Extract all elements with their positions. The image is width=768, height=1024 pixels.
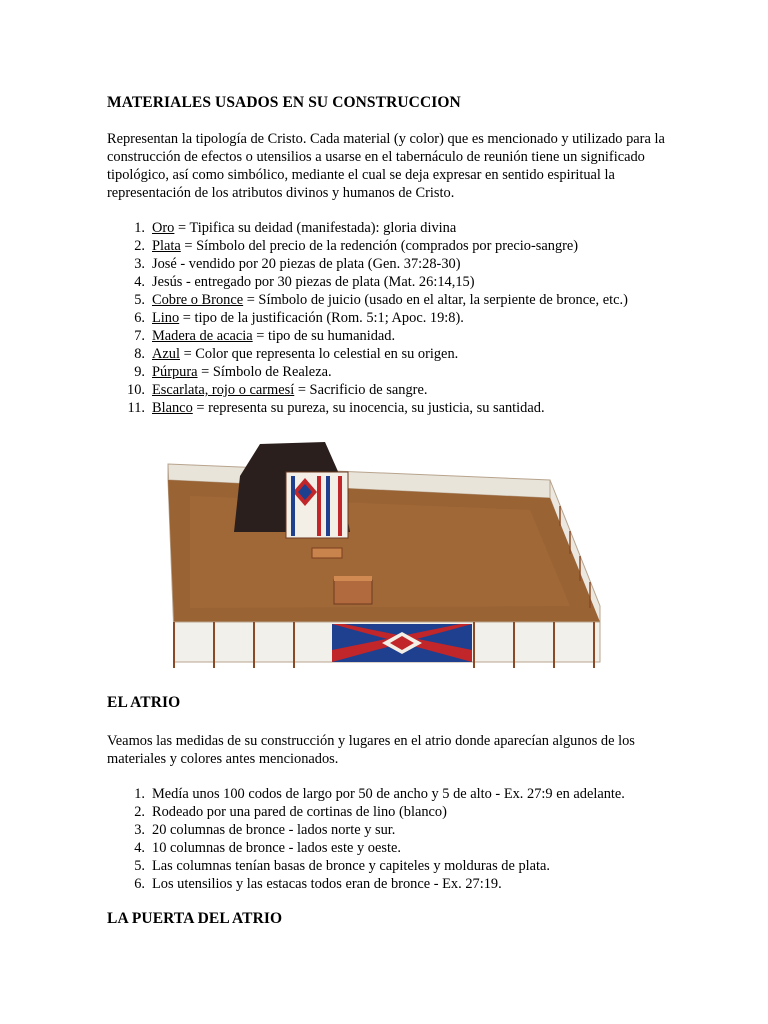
list-item [107, 839, 707, 857]
list-item-number: 4. [134, 840, 145, 856]
heading-la-puerta-del-atrio: LA PUERTA DEL ATRIO [107, 910, 283, 927]
list-item [107, 237, 707, 255]
list-item-term: Lino [152, 310, 180, 326]
list-item-number: 8. [134, 346, 145, 362]
list-item-number: 9. [134, 364, 145, 380]
list-item-text: = representa su pureza, su inocencia, su justicia, su santidad. [192, 400, 545, 416]
tabernacle-court-illustration [130, 436, 630, 670]
list-item [107, 875, 707, 893]
list-item-text: = Tipifica su deidad (manifestada): gloria divina [174, 220, 457, 236]
list-item-number: 3. [134, 822, 145, 838]
list-item-term: Plata [152, 238, 181, 254]
list-item-term: Oro [152, 220, 175, 236]
heading-el-atrio: EL ATRIO [107, 694, 181, 711]
list-item-text: = Color que representa lo celestial en su origen. [179, 346, 459, 362]
list-item-number: 7. [134, 328, 145, 344]
list-item-term: Cobre o Bronce [152, 292, 244, 308]
list-item-number: 5. [134, 292, 145, 308]
list-item-text: = Símbolo de juicio (usado en el altar, la serpiente de bronce, etc.) [243, 292, 628, 308]
paragraph-el-atrio: Veamos las medidas de su construcción y lugares en el atrio donde aparecían algunos de los materiales y colores antes mencionados. [107, 733, 635, 767]
list-item-text: José - vendido por 20 piezas de plata (Gen. 37:28-30) [152, 256, 461, 272]
list-item [107, 309, 707, 327]
list-item [107, 803, 707, 821]
list-item-text: Medía unos 100 codos de largo por 50 de ancho y 5 de alto - Ex. 27:9 en adelante. [152, 786, 625, 802]
list-item [107, 381, 707, 399]
list-item-text: = Sacrificio de sangre. [294, 382, 428, 398]
list-item-term: Púrpura [152, 364, 198, 380]
list-item-number: 2. [134, 238, 145, 254]
list-item [107, 399, 707, 417]
list-item-text: Jesús - entregado por 30 piezas de plata (Mat. 26:14,15) [152, 274, 475, 290]
list-item-number: 11. [127, 400, 145, 416]
list-item-number: 1. [134, 786, 145, 802]
atrio-list [107, 785, 707, 893]
list-item [107, 255, 707, 273]
list-item [107, 291, 707, 309]
list-item [107, 821, 707, 839]
list-item-text: = tipo de su humanidad. [252, 328, 396, 344]
list-item [107, 785, 707, 803]
paragraph-materiales: Representan la tipología de Cristo. Cada material (y color) que es mencionado y utilizado para la construcción de efectos o utensilios a usarse en el tabernáculo de reunión tiene un significado tipológico, así como simbólico, mediante el cual se deja expresar en sentido espiritual la representación de los atributos divinos y humanos de Cristo. [107, 131, 665, 201]
list-item-number: 3. [134, 256, 145, 272]
list-item [107, 857, 707, 875]
list-item-term: Madera de acacia [152, 328, 253, 344]
list-item-number: 4. [134, 274, 145, 290]
list-item-term: Azul [152, 346, 180, 362]
list-item-number: 6. [134, 310, 145, 326]
list-item-term: Escarlata, rojo o carmesí [152, 382, 295, 398]
list-item-text: = Símbolo del precio de la redención (comprados por precio-sangre) [180, 238, 579, 254]
list-item [107, 363, 707, 381]
list-item-number: 10. [127, 382, 145, 398]
list-item [107, 345, 707, 363]
list-item-text: 20 columnas de bronce - lados norte y sur. [152, 822, 396, 838]
list-item [107, 327, 707, 345]
list-item-text: Rodeado por una pared de cortinas de lino (blanco) [152, 804, 447, 820]
list-item-number: 5. [134, 858, 145, 874]
list-item-term: Blanco [152, 400, 193, 416]
list-item-text: = tipo de la justificación (Rom. 5:1; Apoc. 19:8). [179, 310, 464, 326]
list-item-text: = Símbolo de Realeza. [197, 364, 332, 380]
list-item-text: Las columnas tenían basas de bronce y capiteles y molduras de plata. [152, 858, 551, 874]
list-item-text: 10 columnas de bronce - lados este y oeste. [152, 840, 401, 856]
list-item-number: 6. [134, 876, 145, 892]
list-item-number: 2. [134, 804, 145, 820]
list-item-number: 1. [134, 220, 145, 236]
list-item-text: Los utensilios y las estacas todos eran de bronce - Ex. 27:19. [152, 876, 502, 892]
heading-materiales: MATERIALES USADOS EN SU CONSTRUCCION [107, 94, 461, 111]
list-item [107, 273, 707, 291]
materials-list [107, 219, 707, 417]
list-item [107, 219, 707, 237]
